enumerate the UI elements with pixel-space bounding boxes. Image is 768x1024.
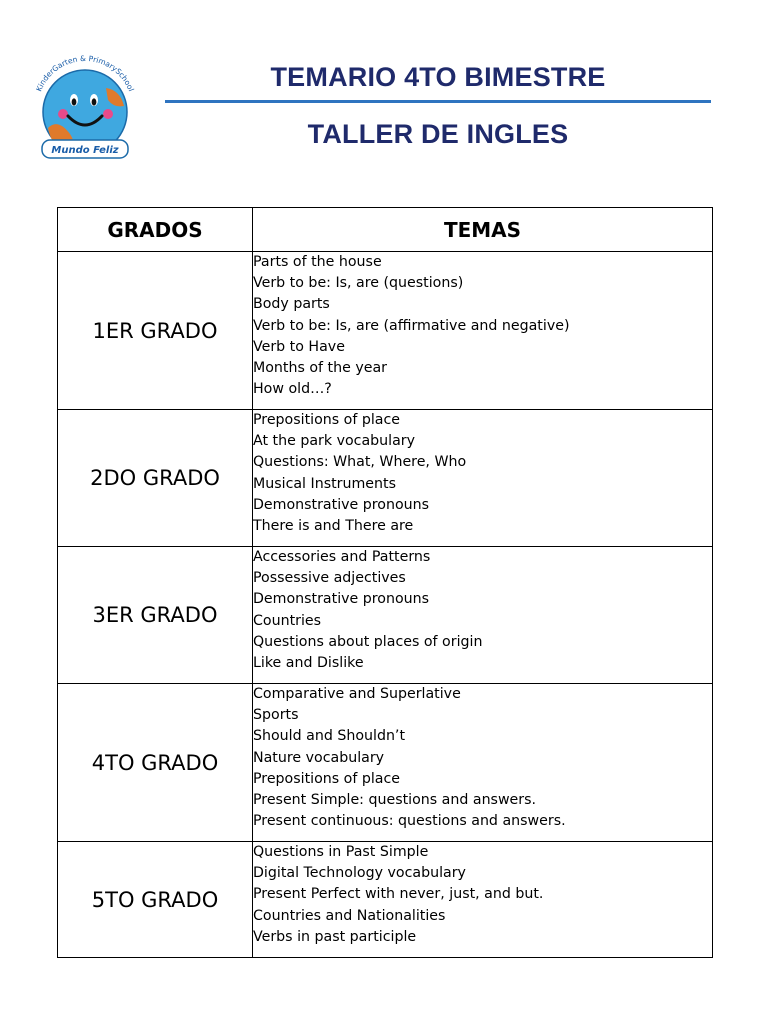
topic-item: Digital Technology vocabulary: [253, 865, 466, 882]
topics-cell: [253, 410, 713, 547]
topic-item: Countries and Nationalities: [253, 907, 446, 924]
column-header-grades: GRADOS: [58, 208, 253, 252]
table-row-grade-4: [58, 684, 713, 842]
title-divider: [165, 100, 711, 103]
topic-item: Verb to be: Is, are (questions): [253, 275, 464, 292]
topic-item: Parts of the house: [253, 254, 382, 270]
topics-cell: [253, 252, 713, 410]
topic-item: Should and Shouldn’t: [253, 728, 406, 745]
topic-item: Prepositions of place: [253, 770, 401, 787]
document-title: TEMARIO 4TO BIMESTRE: [270, 62, 606, 92]
topic-item: Prepositions of place: [253, 412, 401, 428]
topic-item: Demonstrative pronouns: [253, 496, 430, 513]
topic-item: Verb to be: Is, are (affirmative and negative): [253, 317, 570, 334]
topic-item: Countries: [253, 612, 322, 629]
topic-item: Months of the year: [253, 360, 387, 377]
table-header-row: [58, 208, 713, 252]
topic-item: Present Simple: questions and answers.: [253, 792, 537, 809]
topic-item: Body parts: [253, 296, 330, 313]
grade-cell: 2DO GRADO: [58, 410, 253, 547]
table-row-grade-2: [58, 410, 713, 547]
topic-item: There is and There are: [253, 518, 414, 535]
topic-item: Possessive adjectives: [253, 570, 406, 587]
grade-cell: 1ER GRADO: [58, 252, 253, 410]
column-header-topics: TEMAS: [253, 208, 713, 252]
topic-item: How old…?: [253, 381, 332, 398]
logo-arc-text: KinderGarten & PrimarySchool: [34, 53, 136, 93]
topic-item: Musical Instruments: [253, 475, 396, 492]
grade-cell: 3ER GRADO: [58, 547, 253, 684]
topic-item: Present Perfect with never, just, and but.: [253, 886, 544, 903]
topic-item: Demonstrative pronouns: [253, 591, 430, 608]
topic-item: Verbs in past participle: [253, 928, 417, 945]
school-logo: [28, 48, 143, 166]
topic-item: Verb to Have: [253, 338, 345, 355]
topics-cell: [253, 547, 713, 684]
table-row-grade-3: [58, 547, 713, 684]
topics-cell: [253, 684, 713, 842]
topic-item: Comparative and Superlative: [253, 686, 461, 702]
topic-item: Sports: [253, 707, 299, 724]
topic-item: Present continuous: questions and answers.: [253, 813, 566, 830]
grade-cell: 4TO GRADO: [58, 684, 253, 842]
topic-item: At the park vocabulary: [253, 433, 416, 450]
topic-item: Like and Dislike: [253, 655, 364, 672]
document-subtitle: TALLER DE INGLES: [307, 119, 569, 149]
grade-cell: 5TO GRADO: [58, 842, 253, 958]
topics-cell: [253, 842, 713, 958]
logo-banner-text: Mundo Feliz: [51, 145, 119, 156]
topic-item: Accessories and Patterns: [253, 549, 431, 565]
syllabus-table: [57, 207, 713, 958]
table-row-grade-5: [58, 842, 713, 958]
topic-item: Questions: What, Where, Who: [253, 454, 467, 471]
topic-item: Questions in Past Simple: [253, 844, 429, 860]
topic-item: Nature vocabulary: [253, 749, 385, 766]
topic-item: Questions about places of origin: [253, 633, 483, 650]
table-row-grade-1: [58, 252, 713, 410]
